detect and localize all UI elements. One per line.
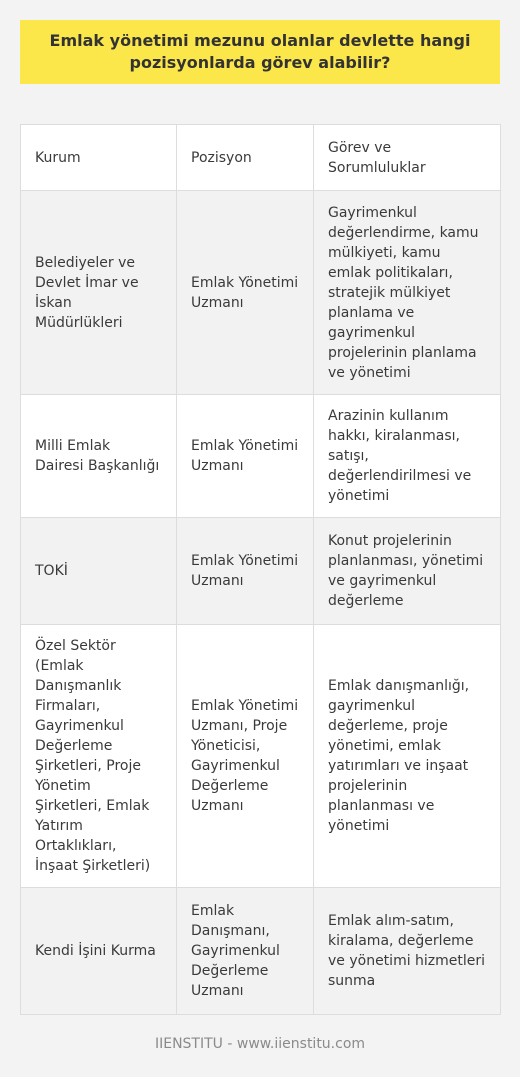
- table-header-row: [21, 125, 501, 191]
- page-title: Emlak yönetimi mezunu olanlar devlette hangi pozisyonlarda görev alabilir?: [49, 31, 471, 72]
- cell-kurum: Özel Sektör (Emlak Danışmanlık Firmaları, Gayrimenkul Değerleme Şirketleri, Proje Yönetim Şirketleri, Emlak Yatırım Ortaklıkları, İnşaat Şirketleri): [21, 625, 177, 888]
- cell-gorev: Arazinin kullanım hakkı, kiralanması, satışı, değerlendirilmesi ve yönetimi: [314, 395, 501, 518]
- cell-pozisyon: Emlak Danışmanı, Gayrimenkul Değerleme Uzmanı: [177, 888, 314, 1015]
- table-row: [21, 395, 501, 518]
- footer-credit: IIENSTITU - www.iienstitu.com: [154, 1036, 366, 1052]
- title-banner: [20, 20, 500, 84]
- cell-pozisyon: Emlak Yönetimi Uzmanı, Proje Yöneticisi, Gayrimenkul Değerleme Uzmanı: [177, 625, 314, 888]
- positions-table: [20, 124, 501, 1015]
- cell-kurum: Belediyeler ve Devlet İmar ve İskan Müdürlükleri: [21, 191, 177, 395]
- cell-kurum: Milli Emlak Dairesi Başkanlığı: [21, 395, 177, 518]
- cell-gorev: Emlak alım-satım, kiralama, değerleme ve yönetimi hizmetleri sunma: [314, 888, 501, 1015]
- table-row: [21, 518, 501, 625]
- cell-pozisyon: Emlak Yönetimi Uzmanı: [177, 395, 314, 518]
- header-gorev: Görev ve Sorumluluklar: [314, 125, 501, 191]
- cell-gorev: Konut projelerinin planlanması, yönetimi ve gayrimenkul değerleme: [314, 518, 501, 625]
- header-kurum: Kurum: [21, 125, 177, 191]
- table-row: [21, 888, 501, 1015]
- cell-pozisyon: Emlak Yönetimi Uzmanı: [177, 191, 314, 395]
- cell-kurum: Kendi İşini Kurma: [21, 888, 177, 1015]
- cell-gorev: Gayrimenkul değerlendirme, kamu mülkiyeti, kamu emlak politikaları, stratejik mülkiyet planlama ve gayrimenkul projelerinin planlama ve yönetimi: [314, 191, 501, 395]
- table-row: [21, 625, 501, 888]
- cell-pozisyon: Emlak Yönetimi Uzmanı: [177, 518, 314, 625]
- cell-kurum: TOKİ: [21, 518, 177, 625]
- cell-gorev: Emlak danışmanlığı, gayrimenkul değerleme, proje yönetimi, emlak yatırımları ve inşaat projelerinin planlanması ve yönetimi: [314, 625, 501, 888]
- table-row: [21, 191, 501, 395]
- header-pozisyon: Pozisyon: [177, 125, 314, 191]
